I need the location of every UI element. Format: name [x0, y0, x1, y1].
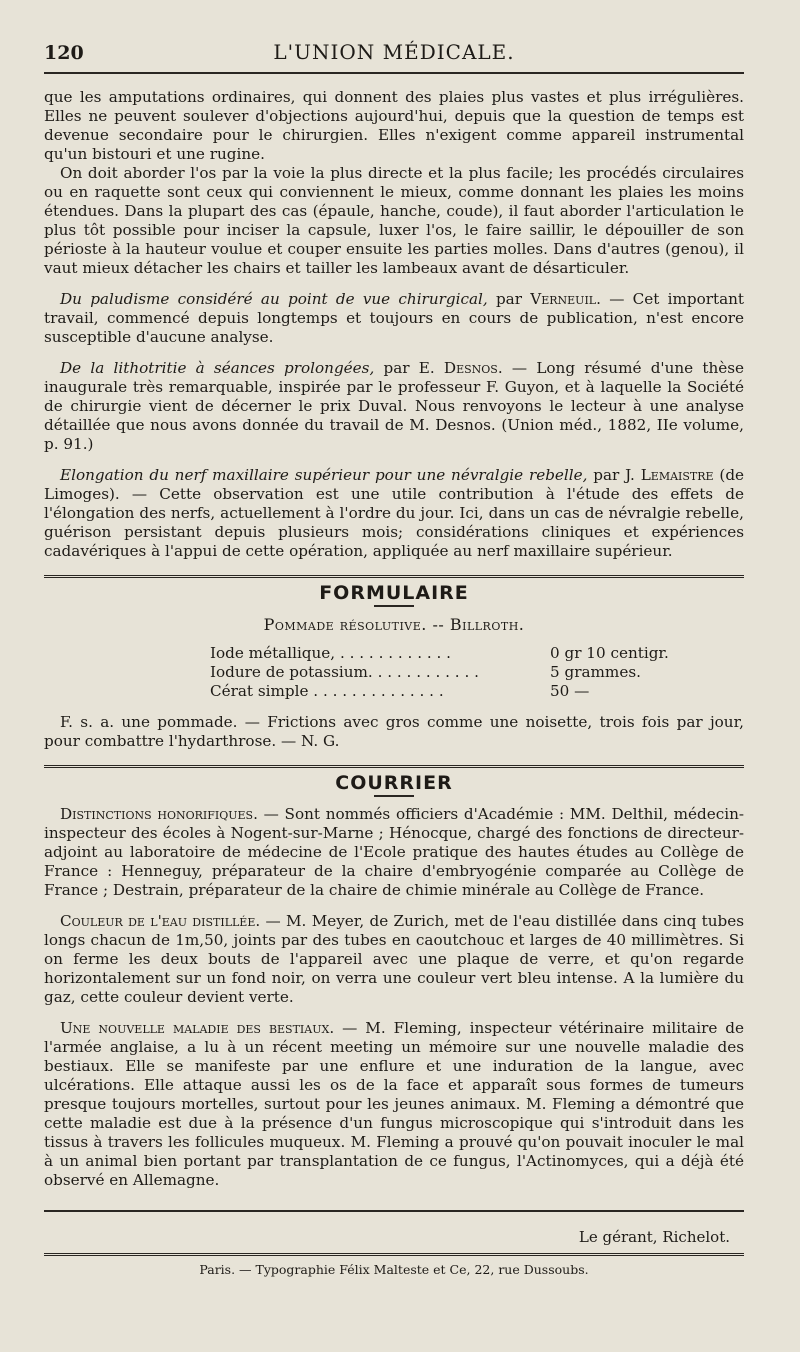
ingredient-qty: 50 — [550, 682, 590, 700]
ingredient-name: Iodure de potassium. . . . . . . . . . . . [210, 663, 479, 681]
review-title: De la lithotritie à séances prolongées, [60, 359, 375, 377]
review-author: Desnos. [443, 359, 503, 377]
heading-underline [374, 605, 414, 607]
recipe-title: Pommade résolutive. -- Billroth. [263, 615, 525, 634]
section-divider [44, 575, 744, 578]
ingredient-qty: 0 gr 10 centigr. [550, 644, 669, 662]
footer-rule [44, 1210, 744, 1212]
review-item [44, 359, 744, 454]
review-text: (de Limoges). — Cette observation est une utile contribution à l'étude des effets de l'élongation des nerfs, actuellement à l'ordre du jour. Ici, dans un cas de névralgie rebelle, guérison persistant depuis plusieurs mois; considérations cliniques et expériences cadavériques à l'appui de cette opération, appliquée au nerf maxillaire supérieur. [44, 466, 745, 560]
news-item [44, 805, 744, 900]
section-divider [44, 765, 744, 768]
ingredient-row [210, 663, 744, 682]
gerant-signature: Le gérant, Richelot. [578, 1228, 730, 1246]
ingredient-row [210, 682, 744, 701]
ingredient-name: Iode métallique, . . . . . . . . . . . . [210, 644, 451, 662]
ingredient-row [210, 644, 744, 663]
header-rule [44, 72, 744, 74]
formulaire-heading: FORMULAIRE [319, 582, 469, 604]
review-item [44, 466, 744, 561]
printer-imprint: Paris. — Typographie Félix Malteste et Ce, 22, rue Dussoubs. [199, 1262, 589, 1277]
news-lead: Distinctions honorifiques. [60, 805, 258, 823]
review-text: — Long résumé d'une thèse inaugurale très remarquable, inspirée par le professeur F. Guyon, et à laquelle la Société de chirurgie vient de décerner le prix Duval. Nous renvoyons le lecteur à une analyse détaillée que nous avons donnée du travail de M. Desnos. (Union méd., 1882, IIe volume, p. 91.) [44, 359, 745, 453]
review-item [44, 290, 744, 347]
ingredient-name: Cérat simple . . . . . . . . . . . . . . [210, 682, 444, 700]
recipe-instructions: F. s. a. une pommade. — Frictions avec gros comme une noisette, trois fois par jour, pour combattre l'hydarthrose. — N. G. [44, 713, 744, 750]
article-body [44, 88, 744, 1279]
review-author: Lemaistre [640, 466, 714, 484]
paragraph: que les amputations ordinaires, qui donnent des plaies plus vastes et plus irrégulières. Elles ne peuvent soulever d'objections aujourd'hui, depuis que la question de temps est devenue secondaire pour le chirurgien. Elles n'exigent comme appareil instrumental qu'un bistouri et une rugine. [44, 88, 744, 163]
news-text: — M. Fleming, inspecteur vétérinaire militaire de l'armée anglaise, a lu à un récent meeting un mémoire sur une nouvelle maladie des bestiaux. Elle se manifeste par une enflure et une induration de la langue, avec ulcérations. Elle attaque aussi les os de la face et apparaît sous formes de tumeurs presque toujours mortelles, surtout pour les jeunes animaux. M. Fleming a démontré que cette maladie est due à la présence d'un fungus microscopique qui s'introduit dans les tissus à travers les follicules muqueux. M. Fleming a prouvé qu'on pouvait inoculer le mal à un animal bien portant par transplantation de ce fungus, l'Actinomyces, qui a déjà été observé en Allemagne. [44, 1019, 745, 1189]
recipe-ingredients [210, 644, 744, 701]
review-title: Elongation du nerf maxillaire supérieur pour une névralgie rebelle, [60, 466, 588, 484]
paragraph: On doit aborder l'os par la voie la plus directe et la plus facile; les procédés circulaires ou en raquette sont ceux qui conviennent le mieux, comme donnant les plaies les moins étendues. Dans la plupart des cas (épaule, hanche, coude), il faut aborder l'articulation le plus tôt possible pour inciser la capsule, luxer l'os, le faire saillir, le dépouiller de son périoste à la hauteur voulue et couper ensuite les parties molles. Dans d'autres (genou), il vaut mieux détacher les chairs et tailler les lambeaux avant de désarticuler. [44, 164, 744, 277]
news-item [44, 912, 744, 1007]
review-author: Verneuil. [530, 290, 601, 308]
page-header [44, 0, 744, 70]
news-lead: Une nouvelle maladie des bestiaux. [60, 1019, 335, 1037]
news-item [44, 1019, 744, 1190]
ingredient-qty: 5 grammes. [550, 663, 641, 681]
review-author-prefix: par J. [593, 466, 635, 484]
courrier-heading: COURRIER [335, 772, 453, 794]
news-text: — Sont nommés officiers d'Académie : MM. Delthil, médecin-inspecteur des écoles à Nogent-sur-Marne ; Hénocque, chargé des fonctions de directeur-adjoint au laboratoire de médecine de l'Ecole pratique des hautes études au Collège de France : Henneguy, préparateur de la chaire d'embryogénie comparée au Collège de France ; Destrain, préparateur de la chaire de chimie minérale au Collège de France. [44, 805, 745, 899]
news-lead: Couleur de l'eau distillée. [60, 912, 261, 930]
review-author-prefix: par [495, 290, 522, 308]
review-text: — Cet important travail, commencé depuis longtemps et toujours en cours de publication, n'est encore susceptible d'aucune analyse. [44, 290, 745, 346]
imprint-rule [44, 1253, 744, 1256]
news-text: — M. Meyer, de Zurich, met de l'eau distillée dans cinq tubes longs chacun de 1m,50, joints par des tubes en caoutchouc et larges de 40 millimètres. Si on ferme les deux bouts de l'appareil avec une plaque de verre, et qu'on regarde horizontalement sur un fond noir, on verra une couleur vert bleu intense. A la lumière du gaz, cette couleur devient verte. [44, 912, 744, 1006]
review-title: Du paludisme considéré au point de vue chirurgical, [60, 290, 488, 308]
page-number: 120 [44, 42, 84, 64]
heading-underline [374, 795, 414, 797]
journal-title: L'UNION MÉDICALE. [273, 40, 515, 64]
review-author-prefix: par E. [383, 359, 435, 377]
